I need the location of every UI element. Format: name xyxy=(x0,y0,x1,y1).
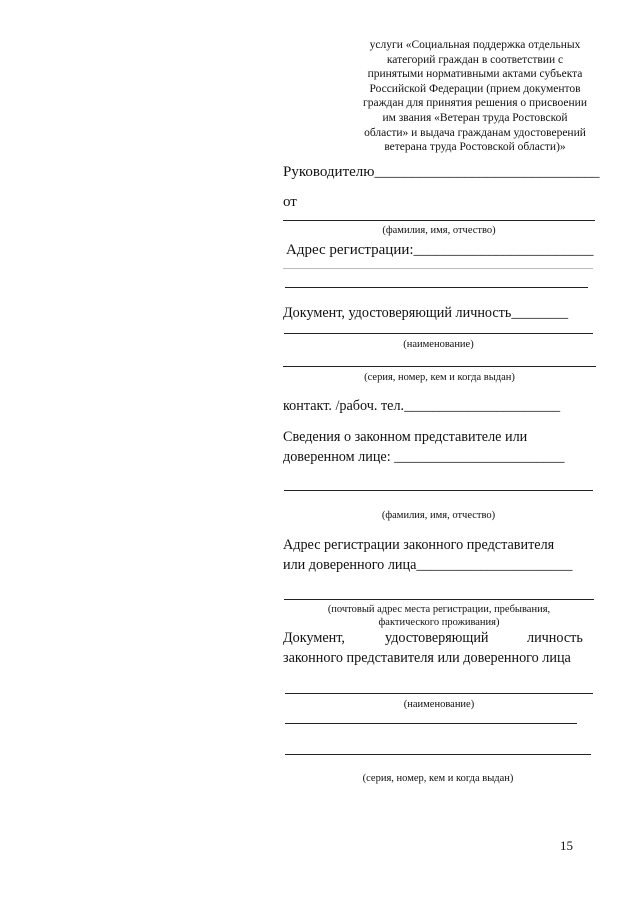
rep-doc-extra-field[interactable] xyxy=(285,723,577,724)
header-line: ветерана труда Ростовской области)» xyxy=(384,141,566,154)
header-line: Российской Федерации (прием документов xyxy=(369,82,581,95)
rep-doc-label-word-1: Документ, xyxy=(283,630,345,646)
rep-doc-details-field[interactable] xyxy=(285,754,591,755)
address-field-line-2[interactable] xyxy=(285,287,588,288)
rep-doc-label-word-2: удостоверяющий xyxy=(385,630,489,646)
id-document-details-field[interactable] xyxy=(283,366,596,367)
representative-label-line-1: Сведения о законном представителе или xyxy=(283,429,528,445)
rep-doc-name-caption: (наименование) xyxy=(403,699,475,710)
page-number: 15 xyxy=(560,838,573,853)
from-label: от xyxy=(283,194,297,210)
rep-fio-caption: (фамилия, имя, отчество) xyxy=(381,510,496,521)
postal-caption-line-1: (почтовый адрес места регистрации, пребывания, xyxy=(327,604,551,615)
recipient-head-label: Руководителю______________________________ xyxy=(283,164,600,180)
from-fio-field[interactable] xyxy=(283,220,595,221)
rep-address-label-line-2: или доверенного лица______________________ xyxy=(283,557,573,573)
representative-fio-field[interactable] xyxy=(284,490,593,491)
rep-doc-label-line-2: законного представителя или доверенного лица xyxy=(283,650,571,666)
rep-doc-details-caption: (серия, номер, кем и когда выдан) xyxy=(362,773,514,784)
rep-postal-address-field[interactable] xyxy=(284,599,594,600)
header-line: им звания «Ветеран труда Ростовской xyxy=(382,111,568,124)
id-document-label: Документ, удостоверяющий личность________ xyxy=(283,305,569,321)
header-line: принятыми нормативными актами субъекта xyxy=(367,68,583,81)
header-text xyxy=(355,38,595,155)
rep-doc-name-field[interactable] xyxy=(285,693,593,694)
doc-name-caption: (наименование) xyxy=(403,339,474,350)
rep-doc-label-word-3: личность xyxy=(527,630,583,646)
doc-details-caption: (серия, номер, кем и когда выдан) xyxy=(364,372,515,383)
contact-phone-label: контакт. /рабоч. тел.______________________ xyxy=(283,398,561,414)
header-line: области» и выдача гражданам удостоверений xyxy=(364,126,586,139)
header-line: услуги «Социальная поддержка отдельных xyxy=(369,39,581,51)
header-line: категорий граждан в соответствии с xyxy=(386,53,564,66)
rep-address-label-line-1: Адрес регистрации законного представителя xyxy=(283,537,555,553)
address-field-line-1[interactable] xyxy=(283,268,593,269)
postal-caption-line-2: фактического проживания) xyxy=(378,617,500,628)
address-label: Адрес регистрации:________________________ xyxy=(286,242,594,258)
representative-label-line-2: доверенном лице: ________________________ xyxy=(283,449,565,465)
fio-caption: (фамилия, имя, отчество) xyxy=(382,225,496,236)
header-line: граждан для принятия решения о присвоении xyxy=(363,97,587,110)
id-document-name-field[interactable] xyxy=(284,333,593,334)
